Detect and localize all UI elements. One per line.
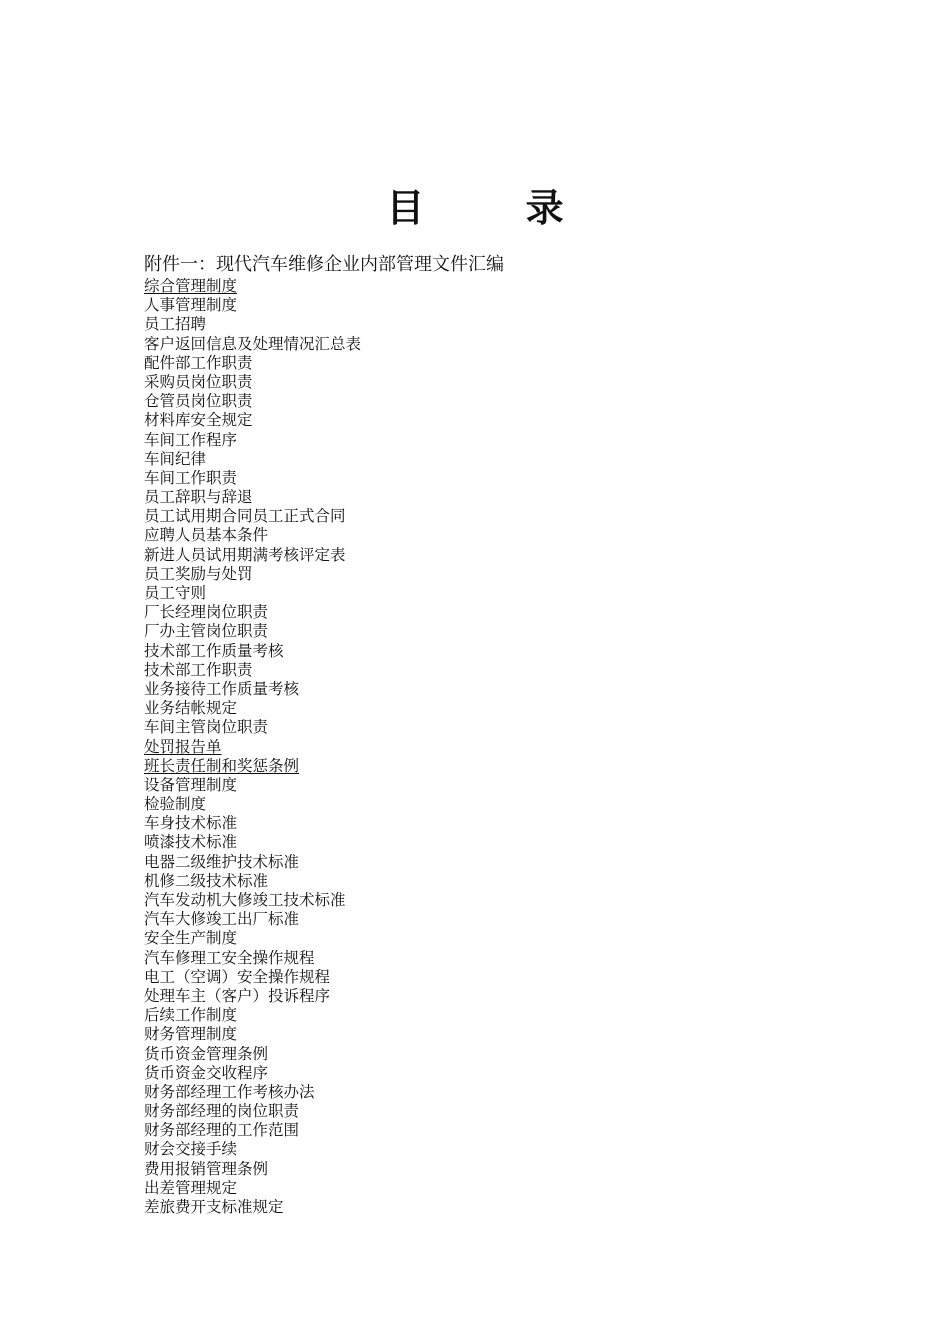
toc-item: 车身技术标准 — [144, 814, 238, 833]
toc-link[interactable]: 处罚报告单 — [144, 737, 222, 756]
toc-item: 人事管理制度 — [144, 296, 238, 315]
toc-item: 检验制度 — [144, 795, 207, 814]
toc-item: 仓管员岗位职责 — [144, 392, 253, 411]
toc-item: 后续工作制度 — [144, 1006, 238, 1025]
toc-item: 员工试用期合同员工正式合同 — [144, 507, 346, 526]
toc-item: 员工守则 — [144, 584, 207, 602]
page-title: 目 录 — [386, 185, 608, 230]
toc-item: 财务部经理的工作范围 — [144, 1121, 300, 1140]
toc-item: 新进人员试用期满考核评定表 — [144, 545, 346, 564]
toc-item: 出差管理规定 — [144, 1178, 238, 1197]
toc-item: 员工奖励与处罚 — [144, 564, 253, 583]
toc-item: 车间工作职责 — [144, 468, 238, 487]
toc-item: 技术部工作职责 — [144, 660, 253, 679]
toc-item: 技术部工作质量考核 — [144, 641, 284, 660]
toc-link[interactable]: 综合管理制度 — [144, 277, 238, 295]
toc-item: 设备管理制度 — [144, 775, 238, 794]
toc-item: 车间主管岗位职责 — [144, 718, 269, 737]
toc-item: 采购员岗位职责 — [144, 372, 253, 391]
toc-item: 机修二级技术标准 — [144, 871, 269, 890]
toc-item: 厂办主管岗位职责 — [144, 622, 269, 641]
toc-item: 应聘人员基本条件 — [144, 526, 269, 545]
toc-item: 费用报销管理条例 — [144, 1159, 269, 1178]
toc-item: 财会交接手续 — [144, 1140, 238, 1159]
toc-item: 厂长经理岗位职责 — [144, 603, 269, 622]
toc-item: 差旅费开支标准规定 — [144, 1198, 284, 1216]
toc-item: 汽车发动机大修竣工技术标准 — [144, 891, 346, 909]
toc-item: 财务管理制度 — [144, 1025, 238, 1044]
toc-item: 员工招聘 — [144, 315, 207, 334]
toc-item: 处理车主（客户）投诉程序 — [144, 986, 331, 1005]
toc-item: 业务结帐规定 — [144, 699, 238, 718]
table-of-contents — [144, 277, 361, 1217]
toc-item: 车间工作程序 — [144, 430, 238, 449]
toc-item: 货币资金管理条例 — [144, 1044, 269, 1063]
toc-item: 业务接待工作质量考核 — [144, 679, 300, 698]
toc-item: 电工（空调）安全操作规程 — [144, 967, 331, 986]
toc-item: 汽车大修竣工出厂标准 — [144, 910, 300, 929]
toc-item: 车间纪律 — [144, 449, 207, 468]
toc-item: 喷漆技术标准 — [144, 833, 238, 852]
toc-item: 安全生产制度 — [144, 929, 238, 948]
toc-item: 配件部工作职责 — [144, 353, 253, 372]
toc-item: 电器二级维护技术标准 — [144, 852, 300, 871]
toc-item: 货币资金交收程序 — [144, 1063, 269, 1082]
toc-item: 财务部经理的岗位职责 — [144, 1102, 300, 1121]
toc-item: 汽车修理工安全操作规程 — [144, 948, 315, 967]
toc-item: 员工辞职与辞退 — [144, 488, 253, 507]
toc-item: 材料库安全规定 — [144, 411, 253, 430]
toc-item: 客户返回信息及处理情况汇总表 — [144, 334, 362, 353]
toc-item: 财务部经理工作考核办法 — [144, 1082, 315, 1101]
toc-link[interactable]: 班长责任制和奖惩条例 — [144, 756, 300, 775]
document-subtitle: 附件一：现代汽车维修企业内部管理文件汇编 — [144, 254, 504, 275]
